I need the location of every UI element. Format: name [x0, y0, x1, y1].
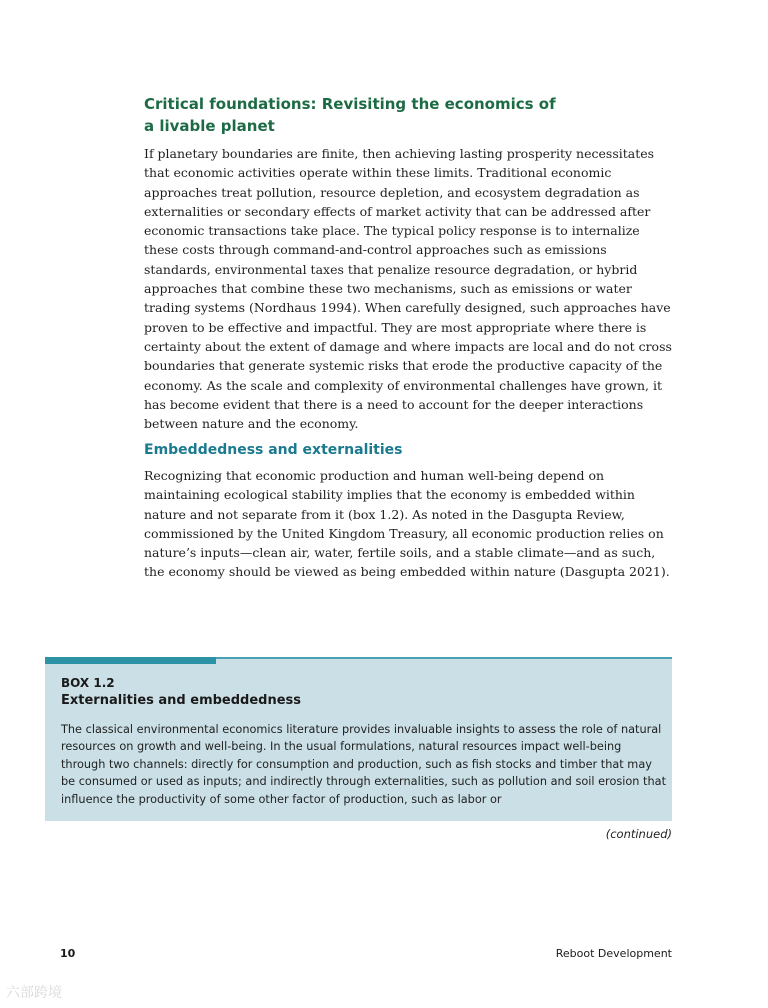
continued-note: (continued) — [605, 827, 672, 841]
box-title: Externalities and embeddedness — [61, 693, 302, 708]
box-accent-tab — [45, 657, 216, 664]
box-text: The classical environmental economics literature provides invaluable insights to assess the role of natural resources on growth and well-being. In the usual formulations, natural resources impact well-being through two channels: directly for consumption and production, such as fish stocks and timber that may be consumed or used as inputs; and indirectly through externalities, such as pollution and soil erosion that influence the productivity of some other factor of production, such as labor or — [61, 723, 666, 806]
box-label: BOX 1.2 — [61, 676, 115, 690]
section-title: Critical foundations: Revisiting the economics of a livable planet — [144, 95, 556, 135]
section-paragraph: If planetary boundaries are finite, then achieving lasting prosperity necessitates that economic activities operate within these limits. Traditional economic approaches treat pollution, resource depletion, and ecosystem degradation as externalities or secondary effects of market activity that can be addressed after economic transactions take place. The typical policy response is to internalize these costs through command-and-control approaches such as emissions standards, environmental taxes that penalize resource degradation, or hybrid approaches that combine these two mechanisms, such as emissions or water trading systems (Nordhaus 1994). When carefully designed, such approaches have proven to be effective and impactful. They are most appropriate where there is certainty about the extent of damage and where impacts are local and do not cross boundaries that generate systemic risks that erode the productive capacity of the economy. As the scale and complexity of environmental challenges have grown, it has become evident that there is a need to account for the deeper interactions between nature and the economy. — [144, 146, 672, 432]
page-number: 10 — [60, 947, 76, 960]
subsection-paragraph: Recognizing that economic production and human well-being depend on maintaining ecological stability implies that the economy is embedded within nature and not separate from it (box 1.2). As noted in the Dasgupta Review, commissioned by the United Kingdom Treasury, all economic production relies on nature’s inputs—clean air, water, fertile soils, and a stable climate—and as such, the economy should be viewed as being embedded within nature (Dasgupta 2021). — [144, 468, 670, 580]
running-footer: Reboot Development — [555, 947, 672, 960]
subsection-title: Embeddedness and externalities — [144, 442, 403, 458]
watermark: 六部跨境 — [6, 985, 62, 1001]
